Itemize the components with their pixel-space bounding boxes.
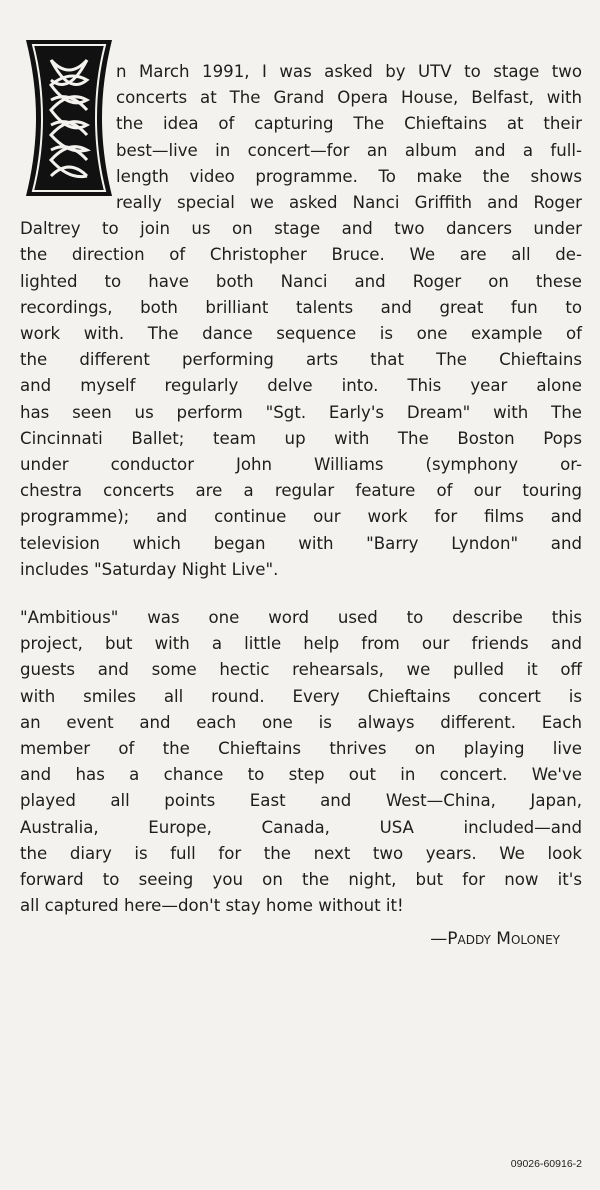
celtic-dropcap-i	[26, 40, 112, 196]
text-line: n March 1991, I was asked by UTV to stage two	[116, 62, 582, 81]
text-line: all captured here—don't stay home without it!	[20, 896, 404, 916]
text-line: concerts at The Grand Opera House, Belfast, with	[116, 88, 582, 108]
text-line: and has a chance to step out in concert. We've	[20, 765, 582, 785]
text-line: the diary is full for the next two years. We look	[20, 843, 582, 863]
text-line: "Ambitious" was one word used to describe this	[20, 608, 582, 627]
text-line: length video programme. To make the shows	[116, 166, 582, 186]
text-line: with smiles all round. Every Chieftains concert is	[20, 686, 582, 706]
text-line: work with. The dance sequence is one example of	[20, 324, 582, 343]
text-line: and myself regularly delve into. This year alone	[20, 376, 582, 396]
text-line: project, but with a little help from our friends and	[20, 634, 582, 654]
text-line: forward to seeing you on the night, but for now it's	[20, 870, 582, 889]
catalog-number: 09026-60916-2	[510, 1158, 582, 1170]
text-line: the different performing arts that The Chieftains	[20, 350, 582, 370]
text-line: member of the Chieftains thrives on playing live	[20, 739, 582, 758]
text-line: the direction of Christopher Bruce. We are all de-	[20, 245, 582, 265]
text-line: the idea of capturing The Chieftains at their	[116, 114, 582, 134]
text-line: played all points East and West—China, Japan,	[20, 791, 582, 811]
text-line: guests and some hectic rehearsals, we pulled it off	[20, 660, 582, 680]
text-line: Daltrey to join us on stage and two dancers under	[20, 219, 582, 239]
signature: —Paddy Moloney	[430, 929, 560, 949]
text-line: Cincinnati Ballet; team up with The Boston Pops	[20, 428, 582, 448]
text-line: an event and each one is always different. Each	[20, 712, 582, 732]
text-line: television which began with "Barry Lyndon" and	[20, 533, 582, 553]
text-line: best—live in concert—for an album and a full-	[116, 140, 582, 160]
text-line: Australia, Europe, Canada, USA included—and	[20, 817, 582, 837]
text-line: under conductor John Williams (symphony or-	[20, 455, 582, 474]
text-line: programme); and continue our work for films and	[20, 507, 582, 527]
text-line: lighted to have both Nanci and Roger on these	[20, 271, 582, 291]
text-line: recordings, both brilliant talents and great fun to	[20, 297, 582, 317]
text-line: chestra concerts are a regular feature of our touring	[20, 481, 582, 501]
text-line: really special we asked Nanci Griffith and Roger	[116, 193, 582, 212]
text-line: includes "Saturday Night Live".	[20, 559, 279, 579]
text-line: has seen us perform "Sgt. Early's Dream" with The	[20, 402, 582, 422]
